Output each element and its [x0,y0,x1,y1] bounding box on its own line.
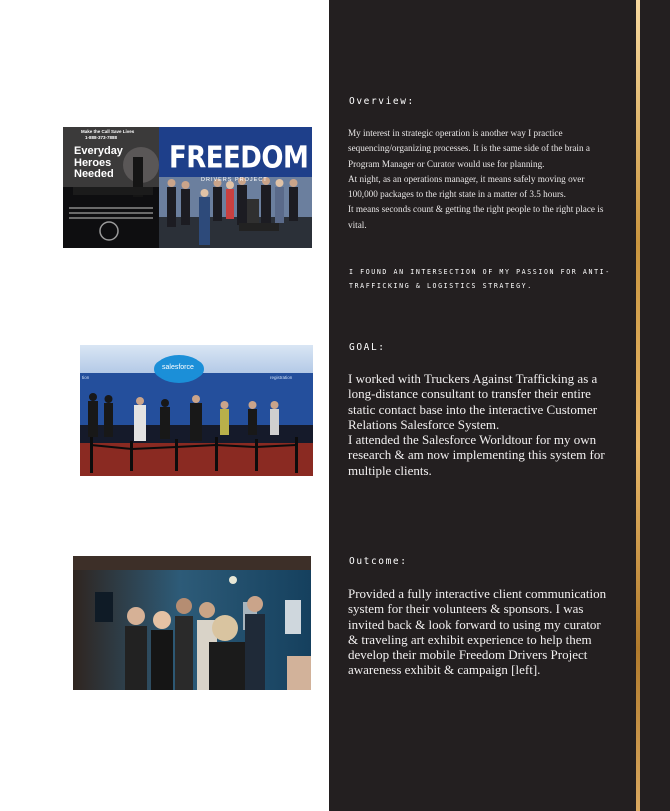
exhibit-visitors-photo [73,556,311,690]
outcome-paragraph: Provided a fully interactive client communication system for their volunteers & sponsors. I was invited back & look forward to using my curator & traveling art exhibit experience to help them develop their mobile Freedom Drivers Project awareness exhibit & campaign [left]. [348,586,607,678]
overview-body [348,126,610,233]
poster-headline: Everyday Heroes Needed [74,145,123,180]
outcome-heading: Outcome: [349,556,408,567]
overview-paragraph: At night, as an operations manager, it means safely moving over 100,000 packages to the right state in a matter of 3.5 hours. [348,173,585,200]
salesforce-worldtour-photo [80,345,313,476]
banner-subtitle: DRIVERS PROJECT [201,177,268,183]
goal-heading: GOAL: [349,342,386,353]
salesforce-event-illustration [80,345,313,476]
poster-phone-text: 1-888-373-7888 [85,135,118,140]
sign-left-text: tion [82,375,90,380]
banner-title: FREEDOM [169,141,309,176]
outcome-body [348,586,614,678]
overview-heading: Overview: [349,96,415,107]
exhibit-interior-illustration [73,556,311,690]
poster-top-text: Make the Call Save Lives [81,129,135,134]
tagline: I FOUND AN INTERSECTION OF MY PASSION FOR ANTI-TRAFFICKING & LOGISTICS STRATEGY. [349,268,611,290]
goal-paragraph: I attended the Salesforce Worldtour for my own research & am now implementing this system for multiple clients. [348,432,605,478]
registration-sign-text: registration [270,375,293,380]
freedom-drivers-photo [63,127,312,248]
overview-paragraph: It means seconds count & getting the right people to the right place is vital. [348,204,604,230]
salesforce-logo-text: salesforce [162,364,194,371]
overview-paragraph: My interest in strategic operation is another way I practice sequencing/organizing processes. It is the same side of the brain a Program Manager or Curator would use for planning. [348,128,590,169]
goal-paragraph: I worked with Truckers Against Trafficking as a long-distance consultant to transfer their entire static contact base into the interactive Customer Relations Salesforce System. [348,371,598,432]
goal-body [348,371,614,478]
gold-rule [636,0,640,811]
